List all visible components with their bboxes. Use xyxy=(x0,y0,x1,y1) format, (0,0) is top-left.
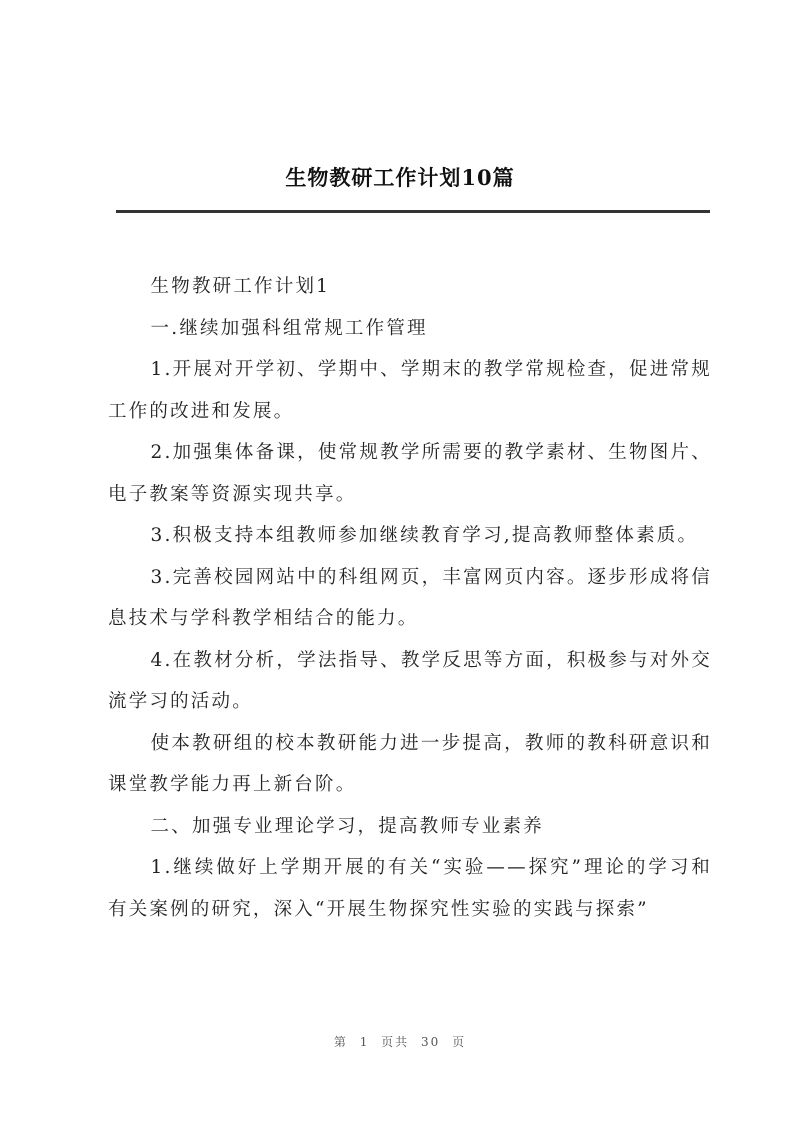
paragraph-section-two-item-1: 1.继续做好上学期开展的有关“实验——探究”理论的学习和有关案例的研究，深入“开展生物探究性实验的实践与探索” xyxy=(108,857,712,920)
paragraph-item-3b: 3.完善校园网站中的科组网页，丰富网页内容。逐步形成将信息技术与学科教学相结合的能力。 xyxy=(108,566,712,629)
paragraph-section-one-heading: 一.继续加强科组常规工作管理 xyxy=(150,317,428,339)
paragraph-item-2: 2.加强集体备课，使常规教学所需要的教学素材、生物图片、电子教案等资源实现共享。 xyxy=(108,442,712,505)
paragraph-plan-heading: 生物教研工作计划1 xyxy=(150,276,331,297)
page-title: 生物教研工作计划10篇 xyxy=(285,165,515,190)
paragraph-summary: 使本教研组的校本教研能力进一步提高，教师的教科研意识和课堂教学能力再上新台阶。 xyxy=(108,732,712,795)
title-divider xyxy=(116,210,710,213)
paragraph-item-3a: 3.积极支持本组教师参加继续教育学习,提高教师整体素质。 xyxy=(150,525,699,546)
paragraph-section-two-heading: 二、加强专业理论学习，提高教师专业素养 xyxy=(150,815,544,837)
document-body xyxy=(108,266,712,930)
paragraph-item-1: 1.开展对开学初、学期中、学期末的教学常规检查，促进常规工作的改进和发展。 xyxy=(108,359,712,422)
paragraph-item-4: 4.在教材分析，学法指导、教学反思等方面，积极参与对外交流学习的活动。 xyxy=(108,649,712,712)
page-footer: 第 1 页共 30 页 xyxy=(333,1035,467,1049)
